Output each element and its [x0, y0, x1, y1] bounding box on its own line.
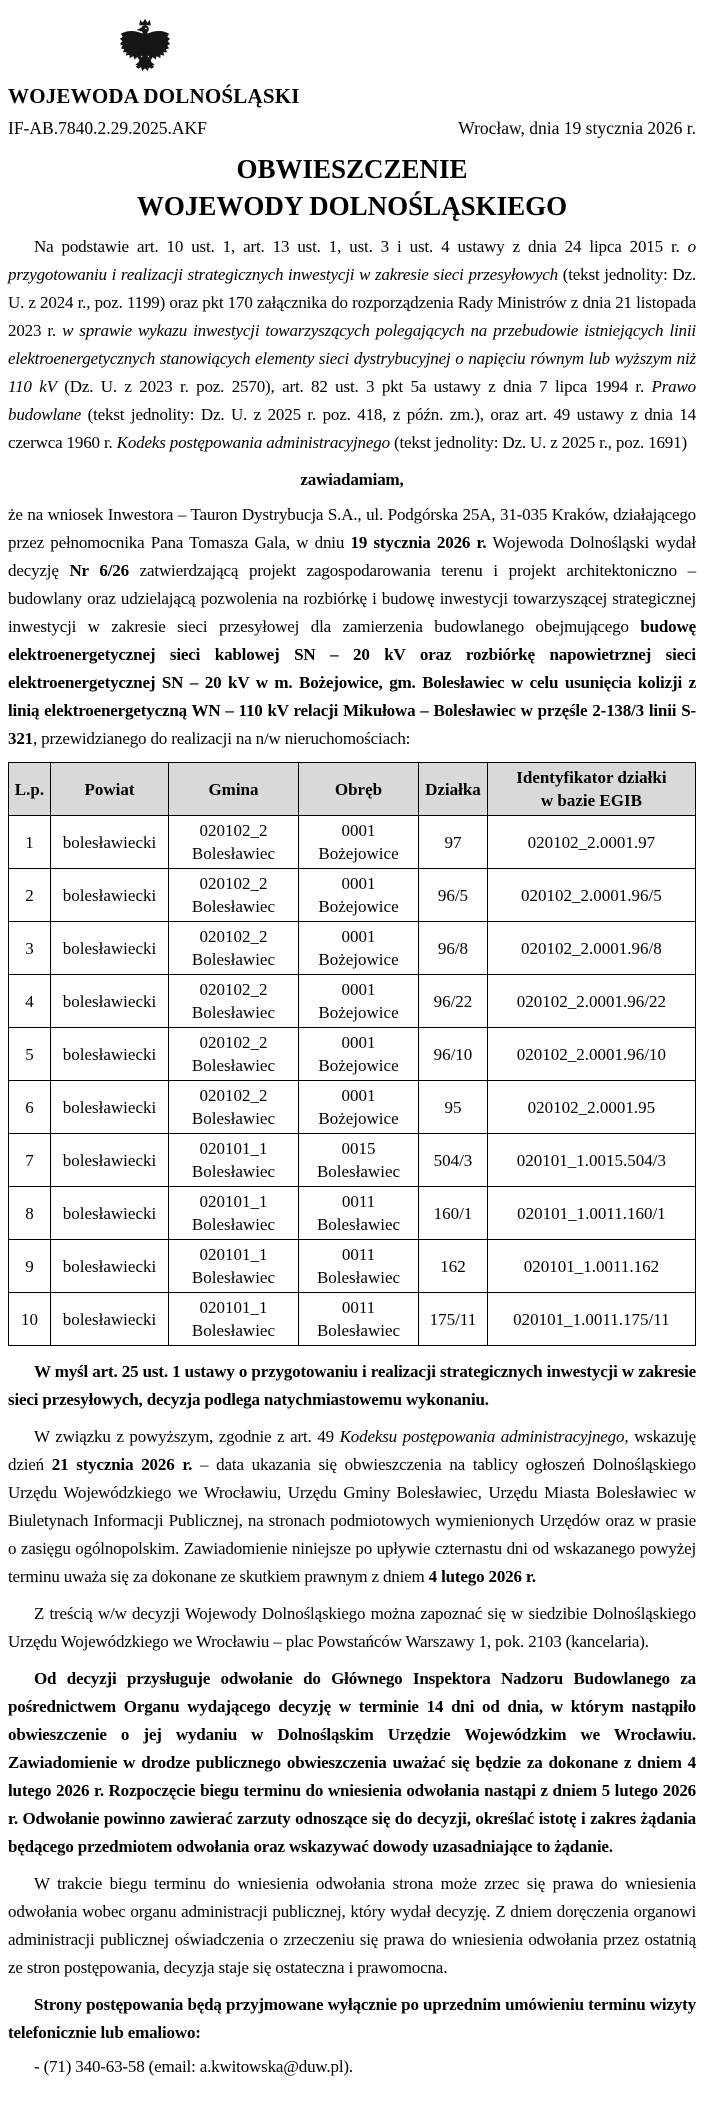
text-segment: 4 lutego 2026 r.: [428, 1567, 536, 1586]
text-segment: Wojewoda Dolnośląski wydał decyzję: [8, 533, 696, 580]
table-cell: 95: [419, 1081, 488, 1134]
table-cell: 0015 Bolesławiec: [298, 1134, 418, 1187]
table-cell: 96/10: [419, 1028, 488, 1081]
table-cell: 020102_2.0001.97: [487, 816, 695, 869]
table-cell: 020102_2 Bolesławiec: [169, 1028, 299, 1081]
text-segment: Kodeksu postępowania administracyjnego: [339, 1427, 625, 1446]
text-segment: Z treścią w/w decyzji Wojewody Dolnośląskiego można zapoznać się w siedzibie Dolnośląskiego Urzędu Wojewódzkiego we Wrocławiu – plac Powstańców Warszawy 1, pok. 2103 (kancelaria).: [8, 1604, 696, 1651]
table-cell: 020102_2 Bolesławiec: [169, 816, 299, 869]
table-cell: 020101_1 Bolesławiec: [169, 1293, 299, 1346]
table-row: [9, 1187, 696, 1240]
text-segment: zatwierdzającą projekt zagospodarowania terenu i projekt architektoniczno – budowlany oraz udzielającą pozwolenia na rozbiórkę i budowę inwestycji towarzyszącej strategicznej inwestycji w zakresie sieci przesyłowej dla zamierzenia budowlanego obejmującego: [8, 561, 696, 636]
notice-word: zawiadamiam,: [300, 470, 404, 489]
polish-eagle-emblem-icon: [116, 12, 174, 80]
table-cell: 7: [9, 1134, 51, 1187]
table-row: [9, 1028, 696, 1081]
text-segment: Na podstawie art. 10 ust. 1, art. 13 ust. 1, ust. 3 i ust. 4 ustawy z dnia 24 lipca 2015 r.: [34, 237, 688, 256]
table-cell: bolesławiecki: [50, 1028, 168, 1081]
table-cell: 0001 Bożejowice: [298, 1081, 418, 1134]
text-segment: (tekst jednolity: Dz. U. z 2024 r., poz. 1199) oraz pkt 170 załącznika do rozporządzenia Rady Ministrów z dnia 21 listopada 2023 r.: [8, 265, 696, 340]
table-cell: 020102_2 Bolesławiec: [169, 1081, 299, 1134]
table-cell: bolesławiecki: [50, 1187, 168, 1240]
table-cell: 020102_2.0001.96/5: [487, 869, 695, 922]
paragraph-legal-basis: [8, 233, 696, 457]
table-header-cell: Obręb: [298, 763, 418, 816]
table-cell: 2: [9, 869, 51, 922]
text-segment: Strony postępowania będą przyjmowane wyłącznie po uprzednim umówieniu terminu wizyty telefonicznie lub emaliowo:: [8, 1995, 696, 2042]
text-segment: 21 stycznia 2026 r.: [51, 1455, 193, 1474]
table-cell: 0001 Bożejowice: [298, 869, 418, 922]
document-title: [8, 151, 696, 225]
paragraph-appeal-rights: [8, 1665, 696, 1861]
table-cell: bolesławiecki: [50, 922, 168, 975]
table-cell: 0011 Bolesławiec: [298, 1187, 418, 1240]
table-row: [9, 922, 696, 975]
table-cell: 020101_1.0011.175/11: [487, 1293, 695, 1346]
text-segment: W myśl art. 25 ust. 1 ustawy o przygotowaniu i realizacji strategicznych inwestycji w zakresie sieci przesyłowych, decyzja podlega natychmiastowemu wykonaniu.: [8, 1362, 696, 1409]
table-cell: bolesławiecki: [50, 816, 168, 869]
table-cell: 0011 Bolesławiec: [298, 1240, 418, 1293]
table-header-cell: Gmina: [169, 763, 299, 816]
parcels-table: [8, 762, 696, 1346]
table-cell: bolesławiecki: [50, 1240, 168, 1293]
table-cell: 020101_1 Bolesławiec: [169, 1187, 299, 1240]
table-cell: 020101_1 Bolesławiec: [169, 1134, 299, 1187]
table-header-cell: L.p.: [9, 763, 51, 816]
table-cell: 160/1: [419, 1187, 488, 1240]
table-cell: 5: [9, 1028, 51, 1081]
text-segment: Nr 6/26: [69, 561, 129, 580]
text-segment: budowę elektroenergetycznej sieci kablowej SN – 20 kV oraz rozbiórkę napowietrznej sieci elektroenergetycznej SN – 20 kV w m. Bożejowice, gm. Bolesławiec w celu usunięcia kolizji z linią elektroenergetyczną WN – 110 kV relacji Mikułowa – Bolesławiec w przęśle 2-138/3 linii S-321: [8, 617, 696, 748]
table-row: [9, 816, 696, 869]
table-cell: 96/5: [419, 869, 488, 922]
text-segment: (Dz. U. z 2023 r. poz. 2570), art. 82 ust. 3 pkt 5a ustawy z dnia 7 lipca 1994 r.: [56, 377, 652, 396]
text-segment: W związku z powyższym, zgodnie z art. 49: [34, 1427, 340, 1446]
table-cell: 162: [419, 1240, 488, 1293]
table-cell: 0001 Bożejowice: [298, 975, 418, 1028]
table-cell: 020101_1.0015.504/3: [487, 1134, 695, 1187]
table-header-cell: Działka: [419, 763, 488, 816]
table-cell: 0001 Bożejowice: [298, 922, 418, 975]
text-segment: – data ukazania się obwieszczenia na tablicy ogłoszeń Dolnośląskiego Urzędu Wojewódzkiego we Wrocławiu, Urzędu Gminy Bolesławiec, Urzędu Miasta Bolesławiec w Biuletynach Informacji Publicznej, na stronach podmiotowych wymienionych Urzędów oraz w prasie o zasięgu ogólnopolskim. Zawiadomienie niniejsze po upływie czternastu dni od wskazanego powyżej terminu uważa się za dokonane ze skutkiem prawnym z dniem: [8, 1455, 696, 1586]
table-cell: 020102_2.0001.96/22: [487, 975, 695, 1028]
text-segment: (tekst jednolity: Dz. U. z 2025 r. poz. 418, z późn. zm.), oraz art. 49 ustawy z dnia 14 czerwca 1960 r.: [8, 405, 696, 452]
table-cell: 96/8: [419, 922, 488, 975]
table-header-cell: Powiat: [50, 763, 168, 816]
table-cell: 0001 Bożejowice: [298, 1028, 418, 1081]
table-cell: 10: [9, 1293, 51, 1346]
table-header-cell: Identyfikator działki w bazie EGIB: [487, 763, 695, 816]
text-segment: 19 stycznia 2026 r.: [350, 533, 487, 552]
text-segment: (tekst jednolity: Dz. U. z 2025 r., poz. 1691): [389, 433, 687, 452]
table-cell: 020102_2 Bolesławiec: [169, 922, 299, 975]
table-cell: 3: [9, 922, 51, 975]
text-segment: o przygotowaniu i realizacji strategicznych inwestycji w zakresie sieci przesyłowych: [8, 237, 696, 284]
table-row: [9, 1293, 696, 1346]
parcels-table-head: [9, 763, 696, 816]
place-and-date: Wrocław, dnia 19 stycznia 2026 r.: [458, 118, 696, 138]
reference-row: [8, 117, 696, 139]
table-cell: 504/3: [419, 1134, 488, 1187]
table-cell: 0011 Bolesławiec: [298, 1293, 418, 1346]
authority-name: WOJEWODA DOLNOŚLĄSKI: [8, 84, 300, 108]
table-row: [9, 869, 696, 922]
text-segment: W trakcie biegu terminu do wniesienia odwołania strona może zrzec się prawa do wniesienia odwołania wobec organu administracji publicznej, który wydał decyzję. Z dniem doręczenia organowi administracji publicznej oświadczenia o zrzeczeniu się prawa do wniesienia odwołania przez ostatnią ze stron postępowania, decyzja staje się ostateczna i prawomocna.: [8, 1874, 696, 1977]
table-cell: 9: [9, 1240, 51, 1293]
table-cell: 020101_1.0011.160/1: [487, 1187, 695, 1240]
title-line-2: WOJEWODY DOLNOŚLĄSKIEGO: [136, 191, 568, 221]
text-segment: , wskazuję dzień: [8, 1427, 696, 1474]
table-cell: 4: [9, 975, 51, 1028]
table-row: [9, 1240, 696, 1293]
text-segment: , przewidzianego do realizacji na n/w nieruchomościach:: [33, 729, 411, 748]
table-row: [9, 975, 696, 1028]
table-cell: 6: [9, 1081, 51, 1134]
table-cell: 97: [419, 816, 488, 869]
table-cell: 1: [9, 816, 51, 869]
table-cell: bolesławiecki: [50, 1293, 168, 1346]
table-row: [9, 1081, 696, 1134]
text-segment: Prawo budowlane: [8, 377, 696, 424]
table-cell: bolesławiecki: [50, 1081, 168, 1134]
case-number: IF-AB.7840.2.29.2025.AKF: [8, 118, 207, 138]
text-segment: Kodeks postępowania administracyjnego: [116, 433, 390, 452]
table-cell: 020102_2.0001.95: [487, 1081, 695, 1134]
text-segment: Od decyzji przysługuje odwołanie do Głównego Inspektora Nadzoru Budowlanego za pośrednictwem Organu wydającego decyzję w terminie 14 dni od dnia, w którym nastąpiło obwieszczenie o jej wydaniu w Dolnośląskim Urzędzie Wojewódzkim we Wrocławiu. Zawiadomienie w drodze publicznego obwieszczenia uważać się będzie za dokonane z dniem 4 lutego 2026 r. Rozpoczęcie biegu terminu do wniesienia odwołania nastąpi z dniem 5 lutego 2026 r. Odwołanie powinno zawierać zarzuty odnoszące się do decyzji, określać istotę i zakres żądania będącego przedmiotem odwołania oraz wskazywać dowody uzasadniające to żądanie.: [8, 1669, 696, 1856]
table-cell: 020101_1 Bolesławiec: [169, 1240, 299, 1293]
table-cell: 020102_2 Bolesławiec: [169, 869, 299, 922]
parcels-table-body: [9, 816, 696, 1346]
paragraph-waiver-info: [8, 1870, 696, 1982]
title-line-1: OBWIESZCZENIE: [236, 154, 468, 184]
table-cell: bolesławiecki: [50, 975, 168, 1028]
text-segment: że na wniosek Inwestora – Tauron Dystrybucja S.A., ul. Podgórska 25A, 31-035 Kraków, działającego przez pełnomocnika Pana Tomasza Gala, w dniu: [8, 505, 696, 552]
table-cell: 020101_1.0011.162: [487, 1240, 695, 1293]
paragraph-immediate-execution: [8, 1358, 696, 1414]
table-header-row: [9, 763, 696, 816]
text-segment: w sprawie wykazu inwestycji towarzyszących polegających na przebudowie istniejących linii elektroenergetycznych stanowiących elementy sieci dystrybucyjnej o napięciu równym lub wyższym niż 110 kV: [8, 321, 696, 396]
table-cell: bolesławiecki: [50, 1134, 168, 1187]
paragraph-announcement-date: [8, 1423, 696, 1591]
contact-phone-line: [8, 2053, 696, 2081]
table-cell: 175/11: [419, 1293, 488, 1346]
letterhead: [8, 12, 696, 108]
paragraph-appointments: [8, 1991, 696, 2047]
paragraph-decision: [8, 501, 696, 753]
table-cell: bolesławiecki: [50, 869, 168, 922]
text-segment: - (71) 340-63-58 (email: a.kwitowska@duw.pl).: [34, 2057, 353, 2076]
table-cell: 020102_2.0001.96/8: [487, 922, 695, 975]
paragraph-inspection-info: [8, 1600, 696, 1656]
table-cell: 020102_2 Bolesławiec: [169, 975, 299, 1028]
table-cell: 8: [9, 1187, 51, 1240]
table-cell: 0001 Bożejowice: [298, 816, 418, 869]
table-cell: 96/22: [419, 975, 488, 1028]
table-cell: 020102_2.0001.96/10: [487, 1028, 695, 1081]
table-row: [9, 1134, 696, 1187]
